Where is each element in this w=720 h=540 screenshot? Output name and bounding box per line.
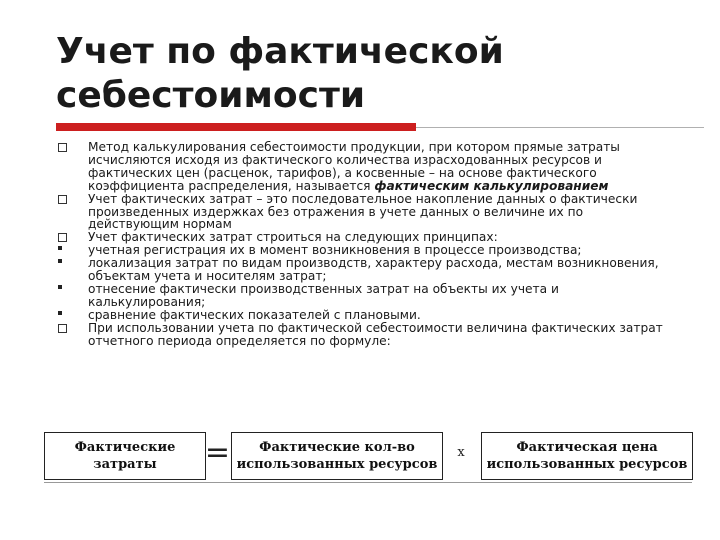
formula-actual-price-box [481, 432, 693, 480]
formula-box-line: использованных ресурсов [236, 457, 438, 472]
bullet-item [56, 257, 674, 283]
bullet-text: Учет фактических затрат строиться на следующих принципах: [88, 230, 498, 245]
bullet-text: локализация затрат по видам производств, характеру расхода, местам возникновения, объектам учета и носителям затрат; [88, 256, 659, 284]
formula-box-line: Фактические [74, 440, 176, 455]
bullet-item [56, 141, 674, 193]
formula-actual-costs-box [44, 432, 206, 480]
hollow-square-bullet-icon [58, 143, 67, 152]
hollow-square-bullet-icon [58, 195, 67, 204]
formula-box-line: Фактическая цена [516, 440, 658, 455]
formula-actual-quantity-box [231, 432, 443, 480]
bullet-item [56, 193, 674, 232]
formula-box-line: использованных ресурсов [486, 457, 688, 472]
bullet-item [56, 322, 674, 348]
bullet-text: сравнение фактических показателей с плановыми. [88, 307, 421, 322]
cost-formula [40, 428, 694, 486]
title-underline-rule [416, 127, 704, 128]
bullet-emphasis: фактическим калькулированием [374, 178, 609, 193]
filled-square-bullet-icon [58, 285, 62, 289]
bullet-item [56, 283, 674, 309]
formula-box-line: Фактические кол-во [259, 440, 415, 455]
bullet-text: отнесение фактически производственных затрат на объекты их учета и калькулирования; [88, 281, 559, 309]
bullet-text: Учет фактических затрат – это последовательное накопление данных о фактически произведенных издержках без отражения в учете данных о величине их по действующим нормам [88, 191, 638, 232]
filled-square-bullet-icon [58, 246, 62, 250]
filled-square-bullet-icon [58, 259, 62, 263]
bullet-text: При использовании учета по фактической себестоимости величина фактических затрат отчетного периода определяется по формуле: [88, 320, 663, 348]
equals-sign: = [204, 435, 231, 470]
hollow-square-bullet-icon [58, 324, 67, 333]
slide-title: Учет по фактической себестоимости [56, 31, 504, 116]
filled-square-bullet-icon [58, 311, 62, 315]
bullet-list [56, 141, 674, 348]
formula-box-line: затраты [93, 457, 157, 472]
multiply-sign: х [457, 445, 465, 460]
title-underline-accent [56, 123, 416, 131]
formula-divider [44, 482, 692, 483]
bullet-text: учетная регистрация их в момент возникновения в процессе производства; [88, 243, 582, 258]
bullet-text: Метод калькулирования себестоимости продукции, при котором прямые затраты исчисляются исходя из фактического количества израсходованных ресурсов и фактических цен (расценок, тарифов), а косвенные – на основе фактического коэффициента распределения, называется [88, 140, 620, 193]
hollow-square-bullet-icon [58, 233, 67, 242]
